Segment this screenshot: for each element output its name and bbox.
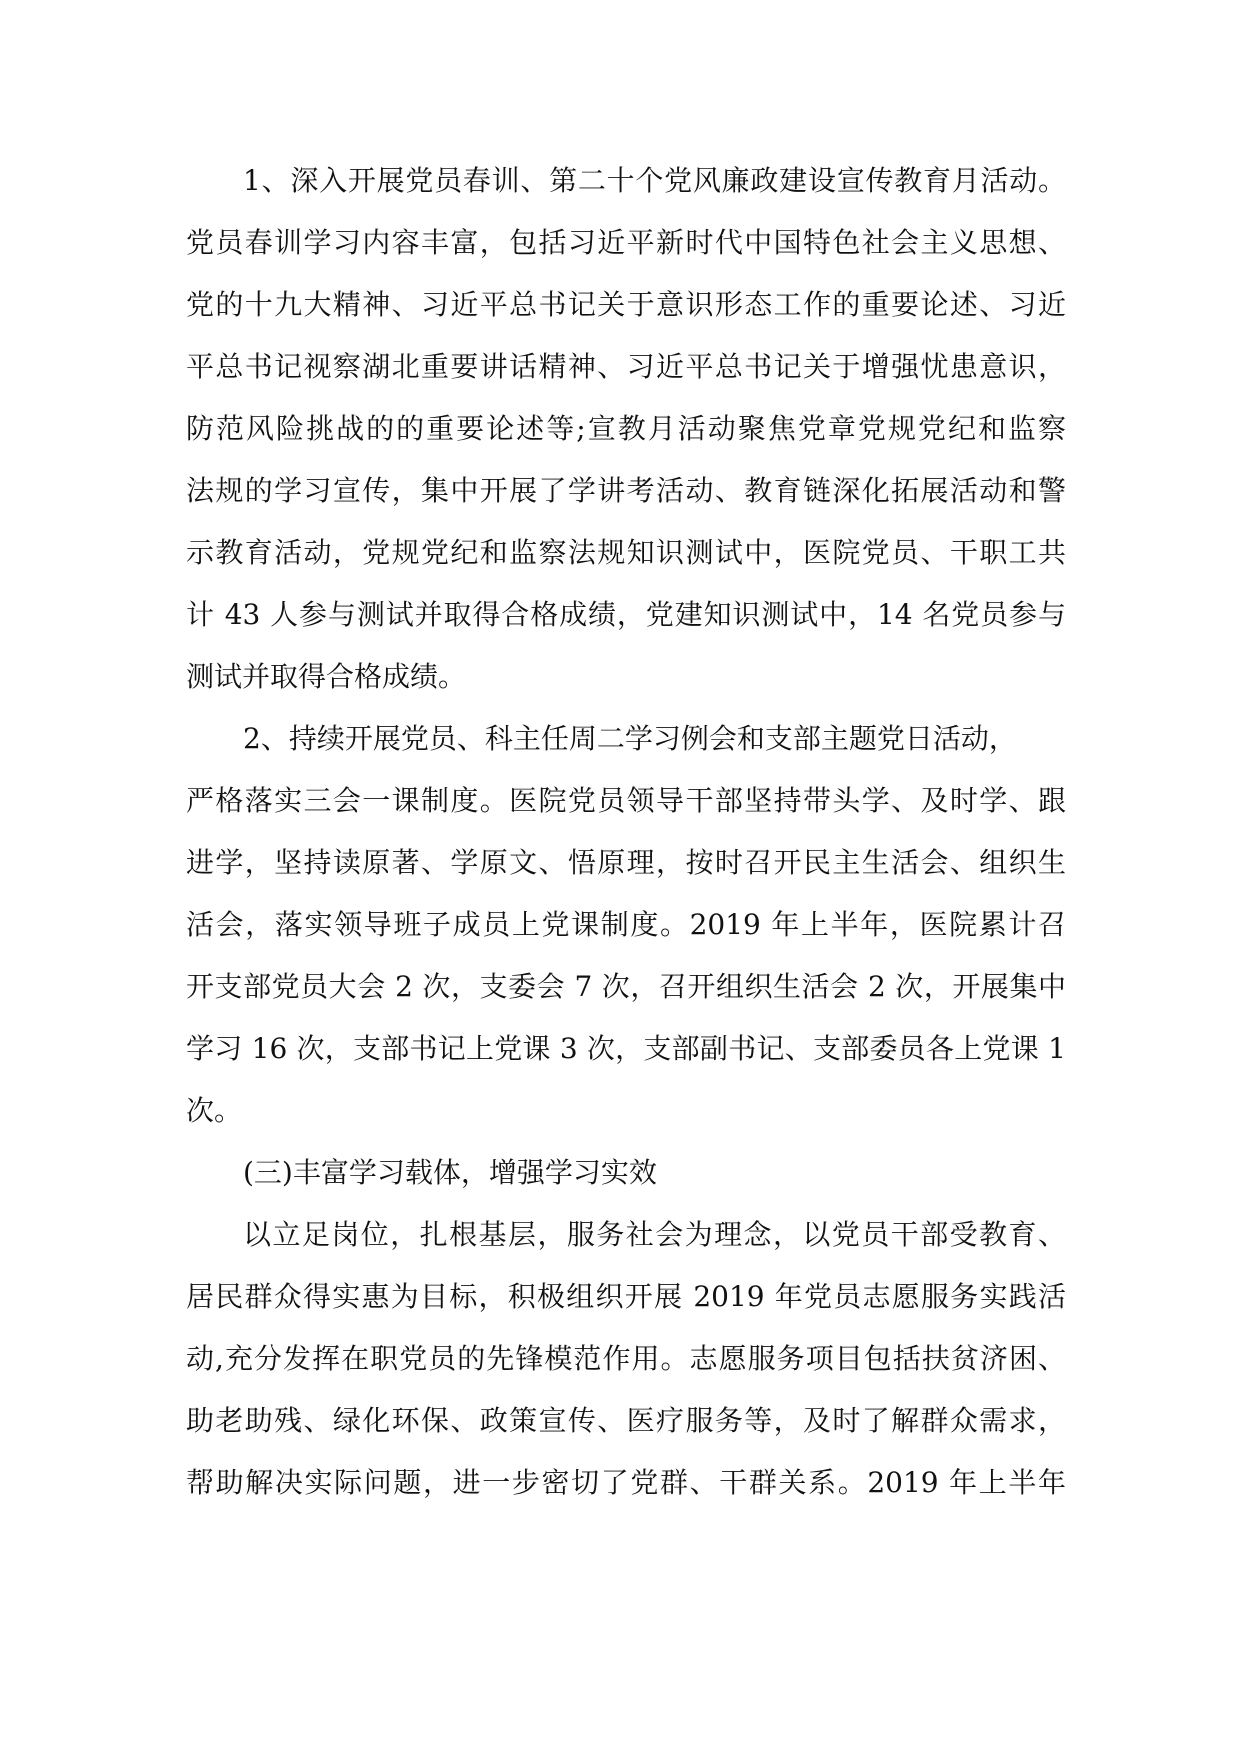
paragraph-3-line-2: 居民群众得实惠为目标，积极组织开展 2019 年党员志愿服务实践活 [186,1280,1066,1313]
paragraph-1-line-3: 党的十九大精神、习近平总书记关于意识形态工作的重要论述、习近 [186,288,1066,321]
paragraph-2-line-3: 进学，坚持读原著、学原文、悟原理，按时召开民主生活会、组织生 [186,846,1066,879]
paragraph-3-line-5: 帮助解决实际问题，进一步密切了党群、干群关系。2019 年上半年 [186,1466,1066,1499]
paragraph-2-line-7: 次。 [186,1094,243,1127]
paragraph-2-line-5: 开支部党员大会 2 次，支委会 7 次，召开组织生活会 2 次，开展集中 [186,970,1066,1003]
paragraph-1-line-9: 测试并取得合格成绩。 [186,660,467,693]
paragraph-2-line-4: 活会，落实领导班子成员上党课制度。2019 年上半年，医院累计召 [186,908,1066,941]
paragraph-3-line-3: 动,充分发挥在职党员的先锋模范作用。志愿服务项目包括扶贫济困、 [186,1342,1066,1375]
paragraph-1-line-2: 党员春训学习内容丰富，包括习近平新时代中国特色社会主义思想、 [186,226,1066,259]
paragraph-1-line-4: 平总书记视察湖北重要讲话精神、习近平总书记关于增强忧患意识， [186,350,1066,383]
section-heading: (三)丰富学习载体，增强学习实效 [243,1156,657,1189]
paragraph-3-line-4: 助老助残、绿化环保、政策宣传、医疗服务等，及时了解群众需求， [186,1404,1066,1437]
paragraph-1-line-1: 1、深入开展党员春训、第二十个党风廉政建设宣传教育月活动。 [243,164,1066,197]
paragraph-2-line-1: 2、持续开展党员、科主任周二学习例会和支部主题党日活动， [243,722,1017,755]
paragraph-1-line-8: 计 43 人参与测试并取得合格成绩，党建知识测试中，14 名党员参与 [186,598,1066,631]
paragraph-2-line-2: 严格落实三会一课制度。医院党员领导干部坚持带头学、及时学、跟 [186,784,1066,817]
paragraph-1-line-5: 防范风险挑战的的重要论述等;宣教月活动聚焦党章党规党纪和监察 [186,412,1066,445]
paragraph-1-line-7: 示教育活动，党规党纪和监察法规知识测试中，医院党员、干职工共 [186,536,1066,569]
paragraph-1-line-6: 法规的学习宣传，集中开展了学讲考活动、教育链深化拓展活动和警 [186,474,1066,507]
document-body [186,150,1066,1514]
paragraph-3-line-1: 以立足岗位，扎根基层，服务社会为理念，以党员干部受教育、 [243,1218,1066,1251]
paragraph-2-line-6: 学习 16 次，支部书记上党课 3 次，支部副书记、支部委员各上党课 1 [186,1032,1066,1065]
